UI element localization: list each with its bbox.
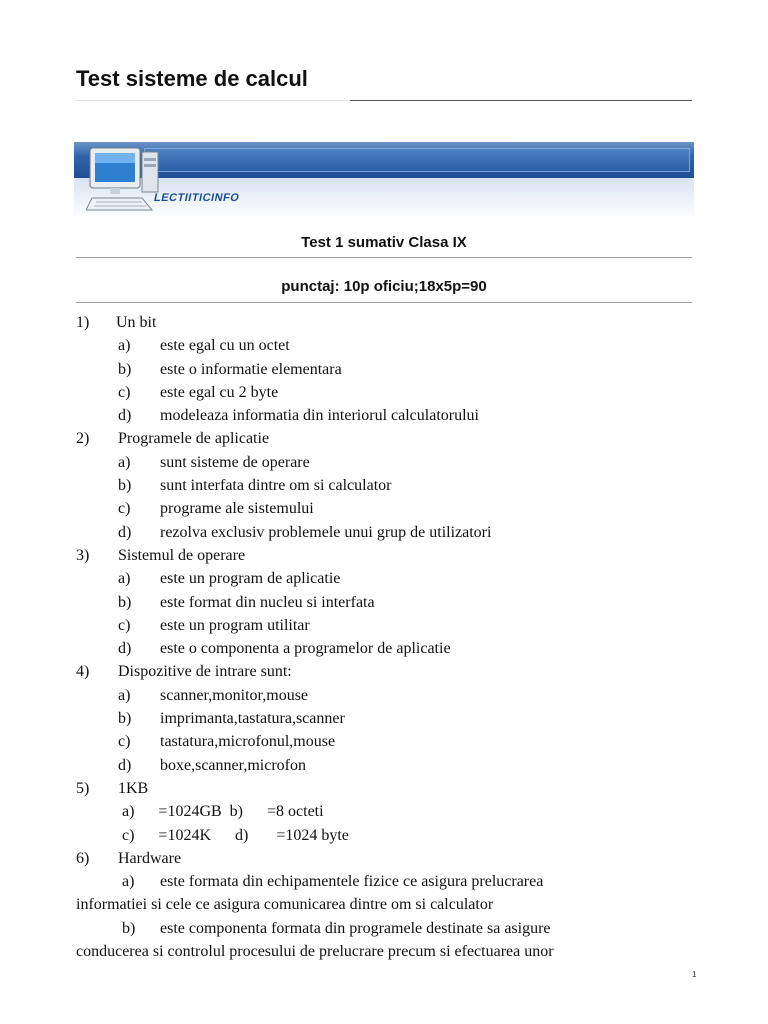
divider	[76, 257, 692, 258]
computer-icon	[86, 146, 162, 216]
logo-text: LECTIITICINFO	[152, 192, 241, 204]
question-1: 1) Un bit	[76, 314, 157, 331]
answer-option: d) modeleaza informatia din interiorul calculatorului	[118, 407, 479, 425]
question-3: 3) Sistemul de operare	[76, 546, 246, 564]
answer-continuation: informatiei si cele ce asigura comunicarea dintre om si calculator	[76, 896, 494, 914]
question-2: 2) Programele de aplicatie	[76, 430, 270, 448]
answer-option: b) este componenta formata din programele destinate sa asigure	[122, 919, 551, 937]
title-rule	[350, 100, 692, 101]
answer-option: c) tastatura,microfonul,mouse	[118, 733, 336, 751]
answer-option: b) este format din nucleu si interfata	[118, 593, 375, 611]
answer-options-row: c) =1024K d) =1024 byte	[122, 826, 349, 844]
score-heading: punctaj: 10p oficiu;18x5p=90	[281, 278, 487, 295]
answer-option: a) sunt sisteme de operare	[118, 453, 310, 471]
page-number: 1	[692, 970, 697, 979]
answer-option: b) sunt interfata dintre om si calculator	[118, 477, 392, 495]
answer-option: a) este egal cu un octet	[118, 337, 290, 355]
answer-option: c) este egal cu 2 byte	[118, 383, 279, 401]
answer-option: d) boxe,scanner,microfon	[118, 756, 306, 774]
answer-options-row: a) =1024GB b) =8 octeti	[122, 803, 324, 821]
answer-option: b) imprimanta,tastatura,scanner	[118, 710, 345, 728]
banner-bar	[74, 142, 694, 180]
answer-option: c) este un program utilitar	[118, 616, 310, 634]
answer-option: a) este formata din echipamentele fizice ce asigura prelucrarea	[122, 873, 544, 891]
answer-option: d) este o componenta a programelor de aplicatie	[118, 640, 451, 658]
answer-continuation: conducerea si controlul procesului de prelucrare precum si efectuarea unor	[76, 943, 554, 961]
answer-option: c) programe ale sistemului	[118, 500, 314, 518]
test-heading: Test 1 sumativ Clasa IX	[301, 234, 467, 251]
question-list	[76, 311, 692, 963]
divider	[76, 302, 692, 303]
site-banner	[74, 142, 694, 220]
answer-option: b) este o informatie elementara	[118, 360, 342, 378]
title-rule-faint	[76, 100, 350, 101]
question-5: 5) 1KB	[76, 779, 149, 797]
page-title: Test sisteme de calcul	[76, 66, 308, 91]
answer-option: a) scanner,monitor,mouse	[118, 686, 309, 704]
question-6: 6) Hardware	[76, 849, 182, 867]
answer-option: a) este un program de aplicatie	[118, 570, 341, 588]
answer-option: d) rezolva exclusiv problemele unui grup de utilizatori	[118, 523, 492, 541]
question-4: 4) Dispozitive de intrare sunt:	[76, 663, 292, 681]
